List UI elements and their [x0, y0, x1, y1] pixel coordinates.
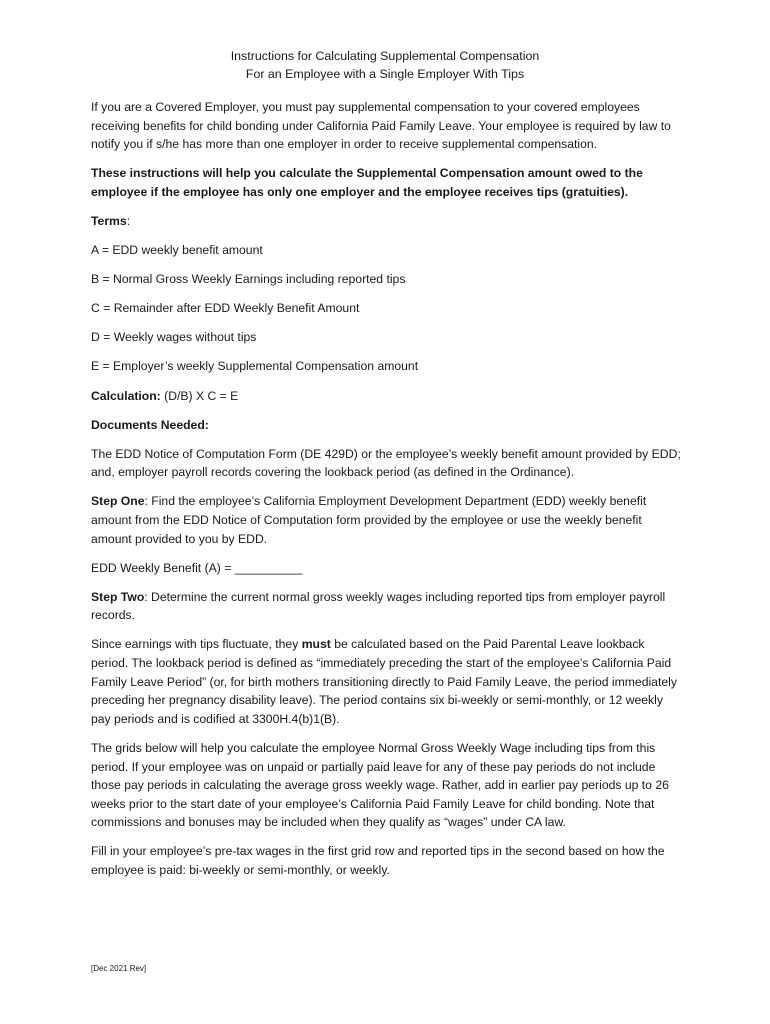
term-b: B = Normal Gross Weekly Earnings including reported tips	[91, 272, 406, 287]
revision-footer: [Dec 2021 Rev]	[91, 964, 147, 973]
lookback-text-before: Since earnings with tips fluctuate, they	[91, 637, 302, 652]
step-one-label: Step One	[91, 494, 145, 509]
calculation-formula: (D/B) X C = E	[160, 388, 239, 403]
document-body	[91, 98, 683, 890]
term-d: D = Weekly wages without tips	[91, 330, 257, 345]
intro-paragraph: If you are a Covered Employer, you must pay supplemental compensation to your covered employees receiving benefits for child bonding under California Paid Family Leave. Your employee is required by law to notify you if s/he has more than one employer in order to receive supplemental compensation.	[91, 100, 671, 152]
terms-heading-colon: :	[126, 213, 131, 228]
lookback-text-after: be calculated based on the Paid Parental Leave lookback period. The lookback period is defined as “immediately preceding the start of the employee’s California Paid Family Leave Period” (or, for birth mothers transitioning directly to Paid Family Leave, the period immediately preceding her pregnancy disability leave). The period contains six bi-weekly or semi-monthly, or 12 weekly pay periods and is codified at 3300H.4(b)1(B).	[91, 637, 677, 726]
documents-paragraph: The EDD Notice of Computation Form (DE 429D) or the employee’s weekly benefit amount provided by EDD; and, employer payroll records covering the lookback period (as defined in the Ordinance).	[91, 446, 681, 480]
document-title	[0, 47, 770, 83]
fill-in-paragraph: Fill in your employee’s pre-tax wages in the first grid row and reported tips in the second based on how the employee is paid: bi-weekly or semi-monthly, or weekly.	[91, 844, 665, 877]
documents-heading-label: Documents Needed:	[91, 417, 209, 432]
lookback-emphasis: must	[301, 637, 331, 652]
term-a: A = EDD weekly benefit amount	[91, 243, 263, 258]
highlight-text: These instructions will help you calculate the Supplemental Compensation amount owed to the employee if the employee has only one employer and the employee receives tips (gratuities).	[91, 166, 643, 199]
step-two-text: : Determine the current normal gross weekly wages including reported tips from employer payroll records.	[91, 589, 666, 623]
calculation-label: Calculation:	[91, 388, 161, 403]
edd-weekly-benefit-line: EDD Weekly Benefit (A) = __________	[91, 560, 303, 575]
step-two-label: Step Two	[91, 589, 145, 604]
step-one-text: : Find the employee’s California Employment Development Department (EDD) weekly benefit amount from the EDD Notice of Computation form provided by the employee or use the weekly benefit amount provided to you by EDD.	[91, 494, 647, 546]
documents-heading	[91, 416, 683, 435]
terms-heading	[91, 212, 683, 231]
lookback-paragraph	[91, 635, 683, 728]
highlight-paragraph	[91, 164, 683, 201]
step-one-paragraph	[91, 492, 683, 548]
term-c: C = Remainder after EDD Weekly Benefit Amount	[91, 301, 360, 316]
grids-paragraph: The grids below will help you calculate the employee Normal Gross Weekly Wage including tips from this period. If your employee was on unpaid or partially paid leave for any of these pay periods do not include those pay periods in calculating the average gross weekly wage. Rather, add in earlier pay periods up to 26 weeks prior to the start date of your employee’s California Paid Family Leave for child bonding. Note that commissions and bonuses may be included when they qualify as “wages” under CA law.	[91, 740, 669, 830]
calculation-line	[91, 387, 683, 406]
terms-heading-label: Terms	[91, 213, 127, 228]
term-e: E = Employer’s weekly Supplemental Compensation amount	[91, 359, 419, 374]
step-two-paragraph	[91, 588, 683, 625]
title-line-2: For an Employee with a Single Employer With Tips	[245, 67, 525, 81]
title-line-1: Instructions for Calculating Supplemental Compensation	[230, 49, 540, 63]
